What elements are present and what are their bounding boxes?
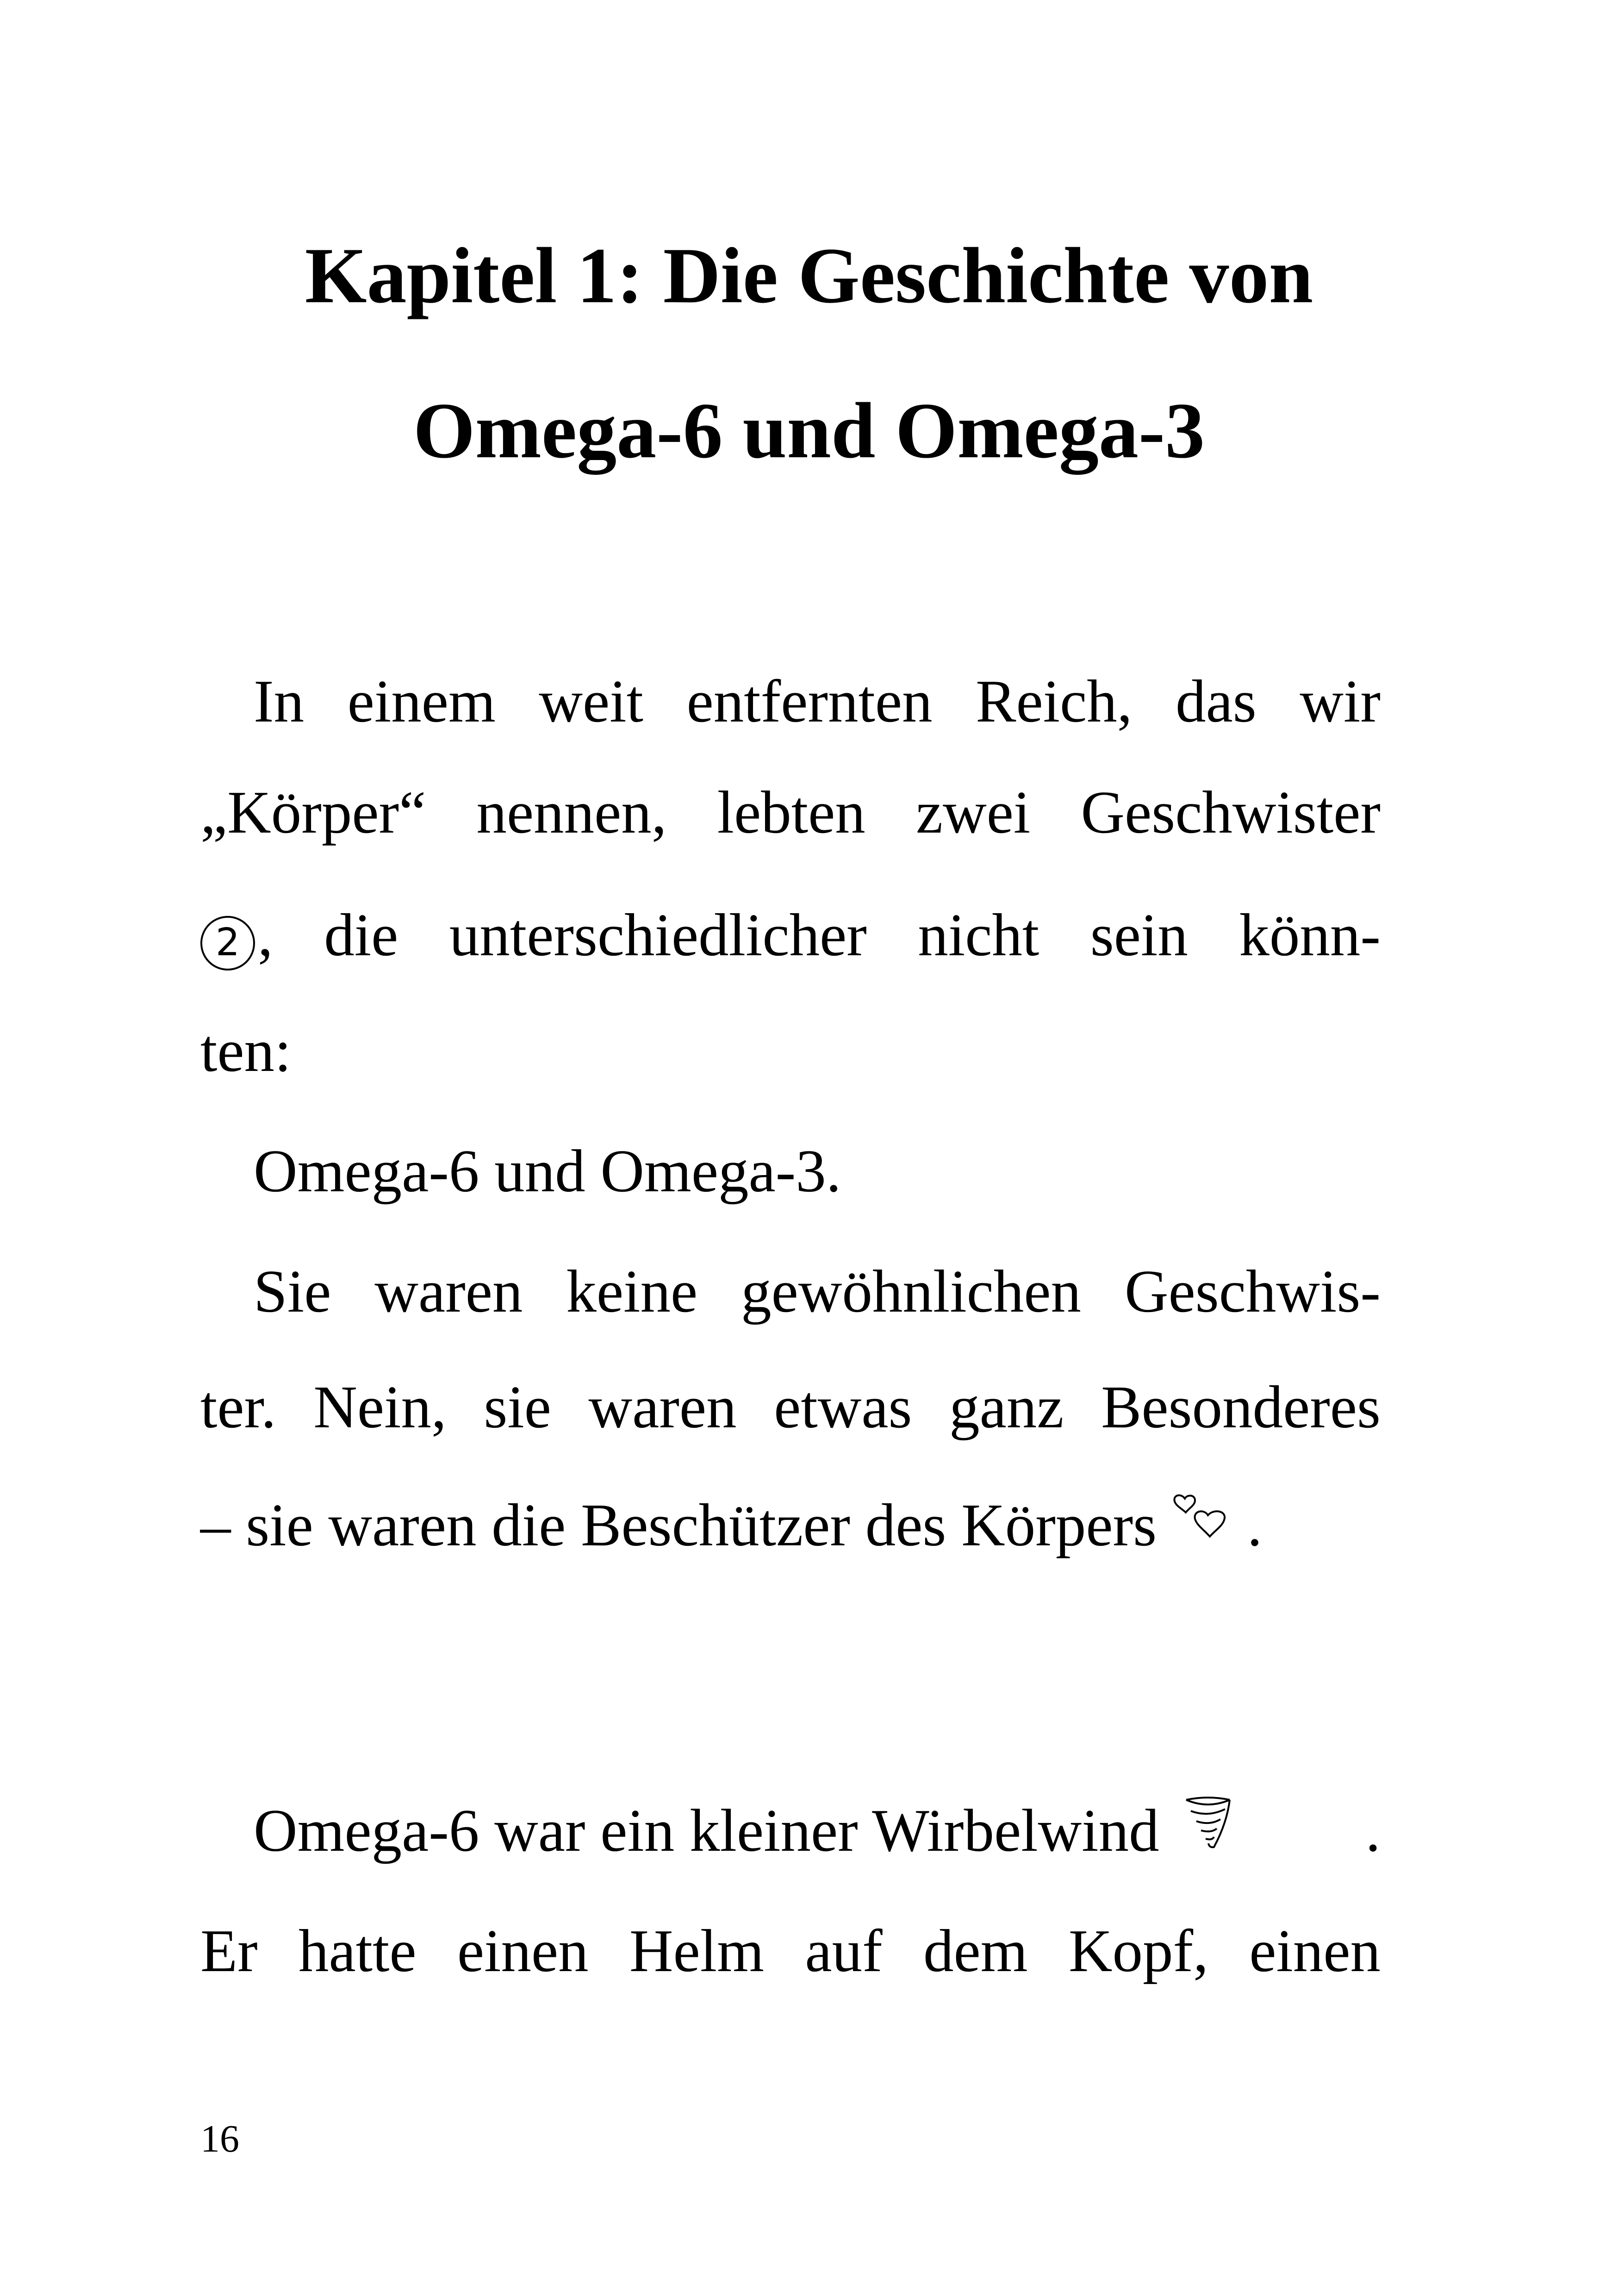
paragraph-1-line-3-text: , die unterschiedlicher nicht sein könn- — [258, 902, 1381, 969]
chapter-title-line-1: Kapitel 1: Die Geschichte von — [305, 232, 1313, 320]
circled-number-icon: 2 — [200, 916, 255, 971]
paragraph-4-line-2: Er hatte einen Helm auf dem Kopf, einen — [200, 1917, 1381, 1985]
tornado-icon — [1182, 1795, 1233, 1851]
paragraph-4-line-1-end: . — [1365, 1797, 1381, 1864]
paragraph-4-line-1-text: Omega-6 war ein kleiner Wirbelwind — [254, 1797, 1159, 1864]
paragraph-3-line-3 — [200, 1492, 1381, 1559]
paragraph-3-line-3-text: – sie waren die Beschützer des Körpers — [200, 1492, 1157, 1559]
paragraph-3-line-2: ter. Nein, sie waren etwas ganz Besonderes — [200, 1374, 1381, 1441]
paragraph-1-line-2: „Körper“ nennen, lebten zwei Geschwister — [200, 779, 1381, 846]
paragraph-4-line-1 — [200, 1797, 1381, 1864]
paragraph-2-line-1: Omega-6 und Omega-3. — [254, 1138, 841, 1205]
paragraph-1-line-4: ten: — [200, 1017, 292, 1084]
paragraph-1-line-3 — [200, 902, 1381, 971]
page-number: 16 — [200, 2117, 239, 2160]
hearts-icon — [1172, 1492, 1232, 1543]
chapter-title-line-2: Omega-6 und Omega-3 — [413, 387, 1205, 475]
paragraph-3-line-3-end: . — [1247, 1492, 1263, 1559]
paragraph-1-line-1: In einem weit entfernten Reich, das wir — [254, 668, 1381, 735]
paragraph-3-line-1: Sie waren keine gewöhnlichen Geschwis- — [254, 1258, 1381, 1325]
